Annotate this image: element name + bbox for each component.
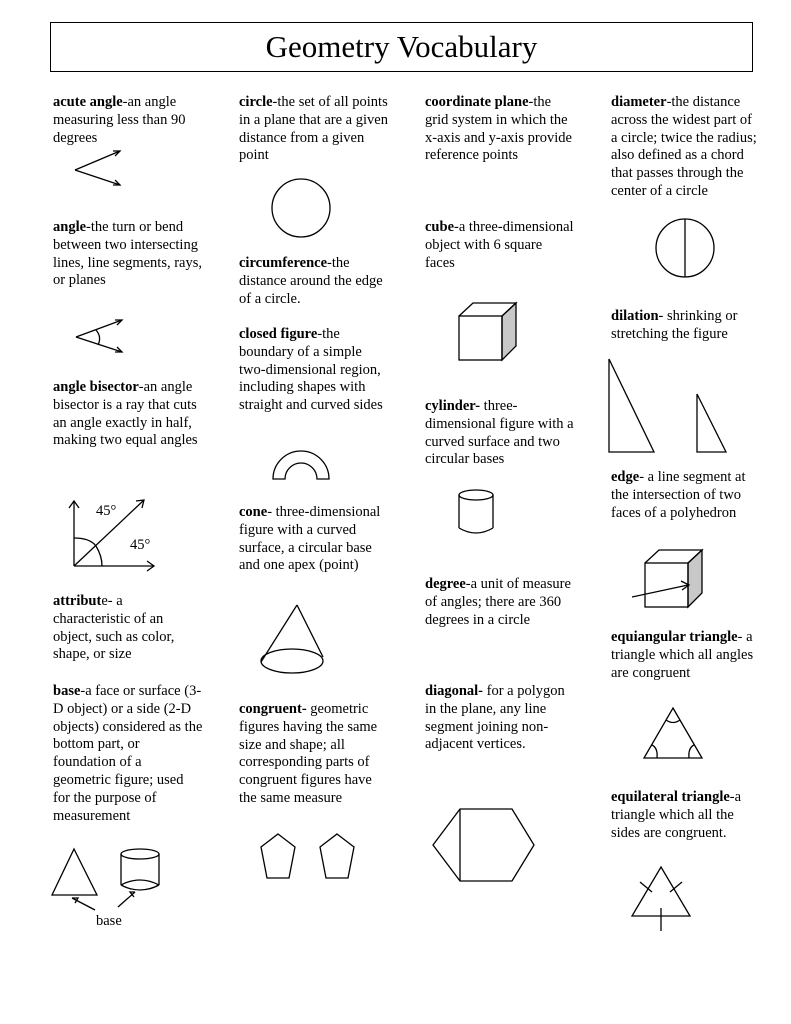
angle-label-bottom: 45° — [130, 537, 151, 553]
definition-text: -the distance across the widest part of a circle; twice the radius; also defined as a chord that passes through the center of a circle — [611, 94, 757, 199]
definition-cone — [239, 504, 389, 575]
circle-figure — [270, 177, 334, 241]
definition-text: -the set of all points in a plane that are a given distance from a given point — [239, 94, 388, 164]
definition-closed-figure — [239, 326, 389, 415]
term: equiangular triangle — [611, 629, 738, 645]
definition-coordinate-plane — [425, 94, 575, 165]
definition-cube — [425, 219, 575, 272]
definition-text: -an angle measuring less than 90 degrees — [53, 94, 186, 146]
angle-label-top: 45° — [96, 503, 117, 519]
term: dilation — [611, 308, 659, 324]
definition-base — [53, 683, 203, 825]
term: circumference — [239, 255, 328, 271]
definition-text: three-dimensional figure with a curved surface and two circular bases — [425, 398, 574, 468]
equilateral-triangle-figure — [630, 864, 694, 934]
definition-equiangular-triangle — [611, 629, 761, 682]
definition-text: -a unit of measure of angles; there are 360 degrees in a circle — [425, 576, 571, 628]
term: diagonal- — [425, 683, 484, 699]
definition-angle-bisector — [53, 379, 203, 450]
definition-text: - three-dimensional figure with a curved surface, a circular base and one apex (point) — [239, 504, 381, 574]
acute-angle-figure — [70, 145, 130, 190]
definition-equilateral-triangle — [611, 789, 761, 842]
page-title: Geometry Vocabulary — [265, 29, 538, 64]
definition-diagonal — [425, 683, 575, 754]
definition-angle — [53, 219, 203, 290]
title-box — [50, 22, 753, 72]
definition-text: -the turn or bend between two intersecting lines, line segments, rays, or planes — [53, 219, 203, 289]
definition-text: -a triangle which all the sides are congruent. — [611, 789, 742, 841]
definition-text: - a triangle which all angles are congruent — [611, 629, 754, 681]
definition-text: - a line segment at the intersection of two faces of a polyhedron — [611, 469, 746, 521]
term: degree — [425, 576, 466, 592]
definition-attribute — [53, 593, 203, 664]
definition-text: -a three-dimensional object with 6 square faces — [425, 219, 574, 271]
definition-text: geometric figures having the same size and shape; all corresponding parts of congruent figures have the same measure — [239, 701, 378, 806]
definition-text: -a face or surface (3-D object) or a side (2-D objects) considered as the bottom part, or foundation of a geometric figure; used for the purpose of measurement — [53, 683, 203, 824]
definition-text: for a polygon in the plane, any line segment joining non-adjacent vertices. — [425, 683, 565, 753]
definition-text: -the distance around the edge of a circle. — [239, 255, 383, 307]
diameter-circle-figure — [654, 217, 718, 281]
angle-figure — [70, 312, 130, 357]
term: closed figure — [239, 326, 318, 342]
term: angle bisector — [53, 379, 139, 395]
definition-circle — [239, 94, 389, 165]
cone-figure — [257, 602, 327, 677]
term: attribut — [53, 593, 102, 609]
term: congruent- — [239, 701, 307, 717]
term: coordinate plane — [425, 94, 529, 110]
base-figure — [50, 845, 165, 915]
definition-degree — [425, 576, 575, 629]
base-label: base — [96, 913, 122, 929]
closed-figure-shape — [270, 446, 334, 482]
cylinder-figure — [456, 488, 496, 538]
edge-cube-figure — [630, 547, 710, 611]
term: angle — [53, 219, 87, 235]
dilation-triangles-figure — [604, 356, 734, 456]
definition-cylinder — [425, 398, 575, 469]
term: cone — [239, 504, 268, 520]
definition-diameter — [611, 94, 761, 201]
equiangular-triangle-figure — [642, 705, 706, 761]
definition-text: -the grid system in which the x-axis and y-axis provide reference points — [425, 94, 572, 164]
term: cylinder- — [425, 398, 481, 414]
diagonal-hexagon-figure — [428, 806, 538, 884]
term: equilateral triangle — [611, 789, 730, 805]
definition-congruent — [239, 701, 389, 808]
definition-circumference — [239, 255, 389, 308]
term: edge — [611, 469, 640, 485]
definition-acute-angle — [53, 94, 203, 147]
term: acute angle — [53, 94, 123, 110]
term: diameter — [611, 94, 667, 110]
congruent-pentagons-figure — [258, 832, 363, 884]
definition-text: e- a characteristic of an object, such as color, shape, or size — [53, 593, 175, 663]
term: circle — [239, 94, 273, 110]
definition-text: -the boundary of a simple two-dimensional region, including shapes with straight and curved sides — [239, 326, 383, 414]
term: base — [53, 683, 81, 699]
definition-text: -an angle bisector is a ray that cuts an angle exactly in half, making two equal angles — [53, 379, 198, 449]
term: cube — [425, 219, 454, 235]
definition-edge — [611, 469, 761, 522]
definition-text: - shrinking or stretching the figure — [611, 308, 738, 342]
cube-figure — [456, 300, 522, 364]
definition-dilation — [611, 308, 761, 344]
